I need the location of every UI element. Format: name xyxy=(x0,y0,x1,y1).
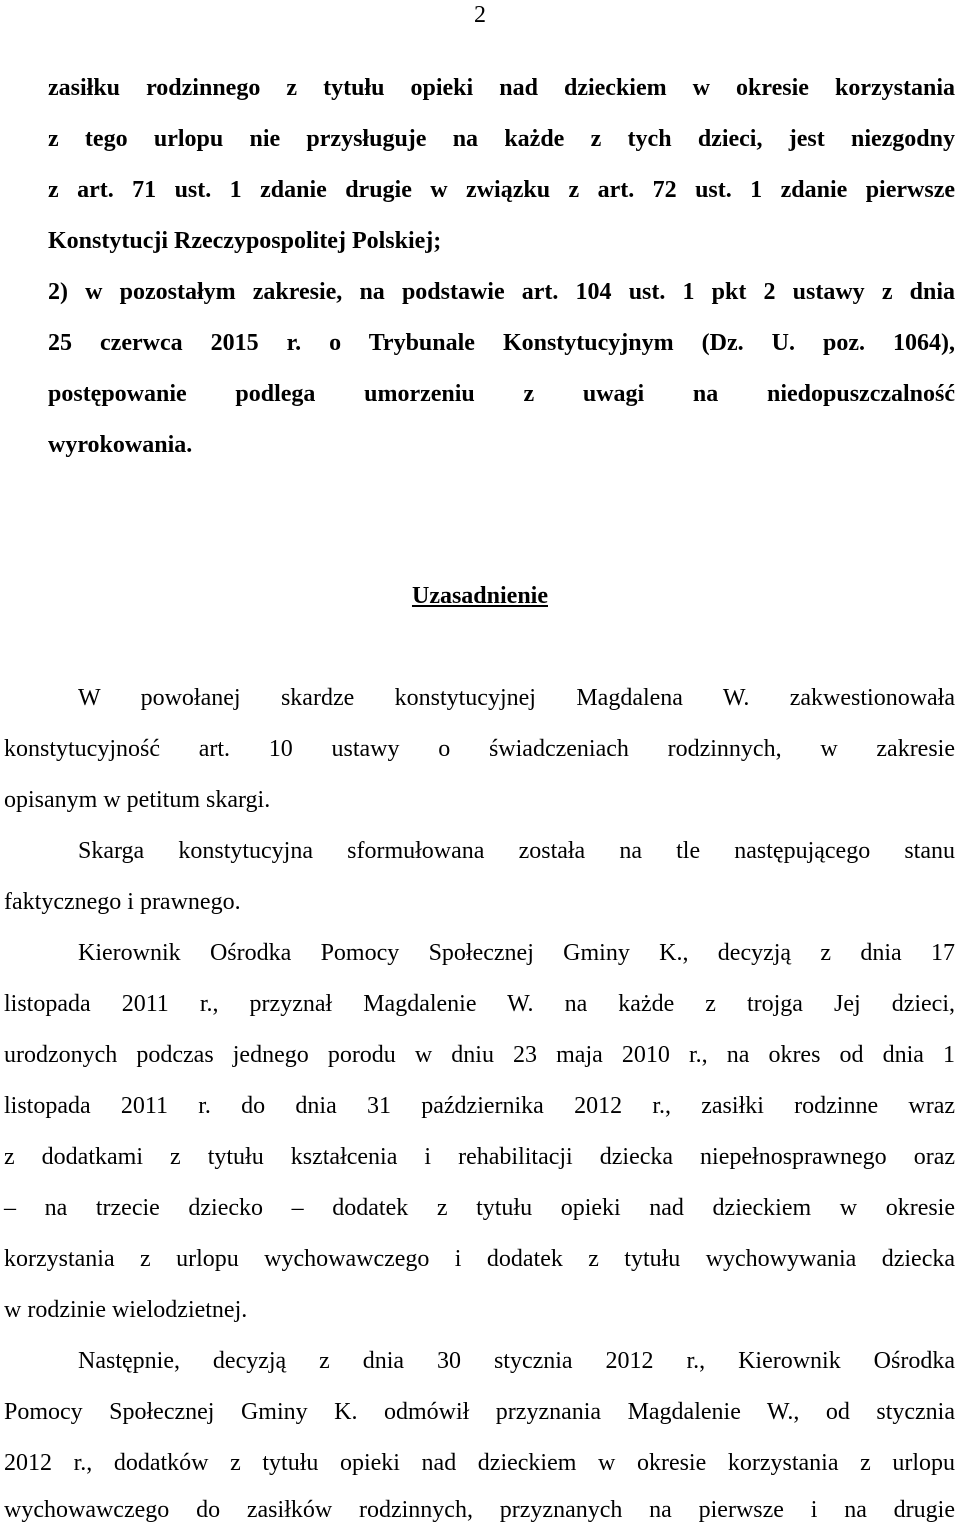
operative-line-8: wyrokowania. xyxy=(48,432,193,458)
paragraph-line: Skarga konstytucyjna sformułowana została na tle następującego stanu xyxy=(78,838,955,864)
paragraph-line: konstytucyjność art. 10 ustawy o świadczeniach rodzinnych, w zakresie xyxy=(4,736,955,762)
paragraph-line: Pomocy Społecznej Gminy K. odmówił przyznania Magdalenie W., od stycznia xyxy=(4,1399,955,1425)
page-number: 2 xyxy=(474,2,486,28)
operative-line-6: 25 czerwca 2015 r. o Trybunale Konstytucyjnym (Dz. U. poz. 1064), xyxy=(48,330,955,356)
paragraph-line: 2012 r., dodatków z tytułu opieki nad dzieckiem w okresie korzystania z urlopu xyxy=(4,1450,955,1476)
operative-line-4: Konstytucji Rzeczypospolitej Polskiej; xyxy=(48,228,442,254)
paragraph-line: w rodzinie wielodzietnej. xyxy=(4,1297,248,1323)
paragraph-line: – na trzecie dziecko – dodatek z tytułu opieki nad dzieckiem w okresie xyxy=(4,1195,955,1221)
paragraph-line: W powołanej skardze konstytucyjnej Magdalena W. zakwestionowała xyxy=(78,685,955,711)
paragraph-line: urodzonych podczas jednego porodu w dniu 23 maja 2010 r., na okres od dnia 1 xyxy=(4,1042,955,1068)
paragraph-line: listopada 2011 r. do dnia 31 października 2012 r., zasiłki rodzinne wraz xyxy=(4,1093,955,1119)
paragraph-line: opisanym w petitum skargi. xyxy=(4,787,271,813)
paragraph-line: korzystania z urlopu wychowawczego i dodatek z tytułu wychowywania dziecka xyxy=(4,1246,955,1272)
paragraph-line: Następnie, decyzją z dnia 30 stycznia 2012 r., Kierownik Ośrodka xyxy=(78,1348,955,1374)
operative-line-1: zasiłku rodzinnego z tytułu opieki nad dzieckiem w okresie korzystania xyxy=(48,75,955,101)
paragraph-line: listopada 2011 r., przyznał Magdalenie W. na każde z trojga Jej dzieci, xyxy=(4,991,955,1017)
operative-line-5: 2) w pozostałym zakresie, na podstawie art. 104 ust. 1 pkt 2 ustawy z dnia xyxy=(48,279,955,305)
operative-line-2: z tego urlopu nie przysługuje na każde z tych dzieci, jest niezgodny xyxy=(48,126,955,152)
paragraph-line: wychowawczego do zasiłków rodzinnych, przyznanych na pierwsze i na drugie xyxy=(4,1497,955,1523)
paragraph-line: Kierownik Ośrodka Pomocy Społecznej Gminy K., decyzją z dnia 17 xyxy=(78,940,955,966)
operative-line-7: postępowanie podlega umorzeniu z uwagi na niedopuszczalność xyxy=(48,381,955,407)
section-heading: Uzasadnienie xyxy=(411,583,548,609)
paragraph-line: faktycznego i prawnego. xyxy=(4,889,241,915)
operative-line-3: z art. 71 ust. 1 zdanie drugie w związku z art. 72 ust. 1 zdanie pierwsze xyxy=(48,177,955,203)
paragraph-line: z dodatkami z tytułu kształcenia i rehabilitacji dziecka niepełnosprawnego oraz xyxy=(4,1144,955,1170)
